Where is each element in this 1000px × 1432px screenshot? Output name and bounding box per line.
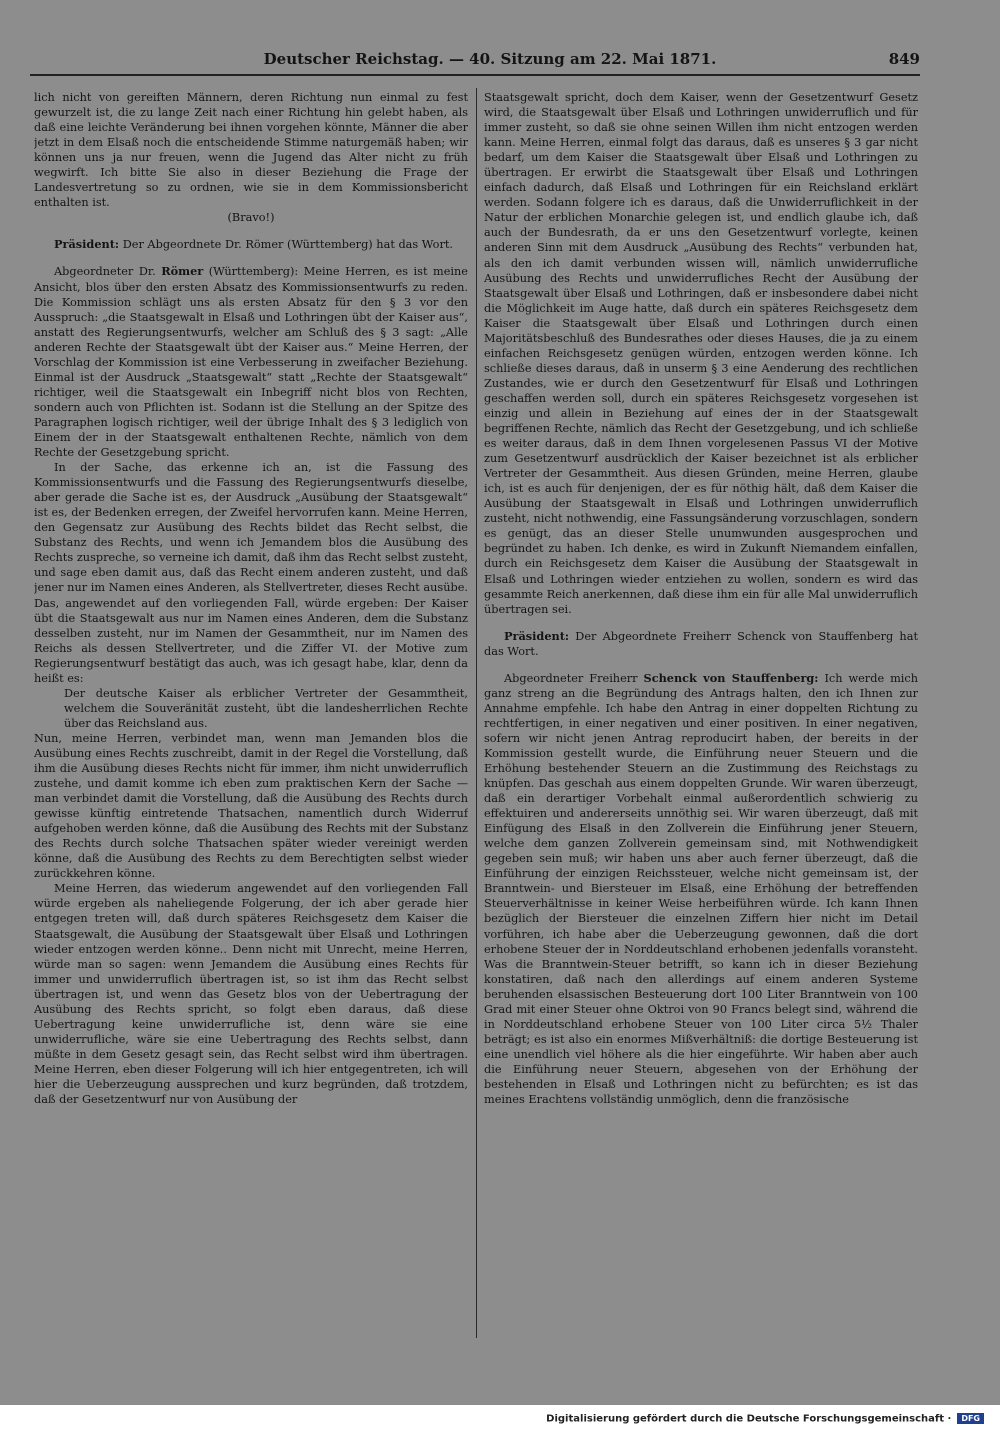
footer-text: Digitalisierung gefördert durch die Deutsche Forschungsgemeinschaft · [546,1413,952,1425]
header-rule [30,74,920,76]
paragraph-text: (Württemberg): Meine Herren, es ist meine Ansicht, blos über den ersten Absatz des Kommissionsentwurfs zu reden. Die Kommission schlägt uns als ersten Absatz für den § 3 vor den Ausspruch: „die Staatsgewalt in Elsaß und Lothringen übt der Kaiser aus“, anstatt des Regierungsentwurfs, welcher am Schluß des § 3 sagt: „Alle anderen Rechte der Staatsgewalt übt der Kaiser aus.“ Meine Herren, der Vorschlag der Kommission ist eine Verbesserung in zweifacher Beziehung. Einmal ist der Ausdruck „Staatsgewalt“ statt „Rechte der Staatsgewalt“ richtiger, weil die Staatsgewalt ein Inbegriff nicht blos von Rechten, sondern auch von Pflichten ist. Sodann ist die Stellung an der Spitze des Paragraphen logisch richtiger, weil der übrige Inhalt des § 3 lediglich von Einem der in der Staatsgewalt enthaltenen Rechte, nämlich von dem Rechte der Gesetzgebung spricht. [34,265,468,460]
paragraph-text: Der Abgeordnete Dr. Römer (Württemberg) hat das Wort. [122,238,453,252]
spacer [34,225,468,237]
spacer [34,252,468,264]
page-header [30,50,920,76]
speaker-paragraph [484,629,918,659]
page-number: 849 [888,50,920,68]
spacer [484,659,918,671]
speaker-paragraph [34,237,468,252]
footer-credit [546,1413,984,1425]
paragraph: In der Sache, das erkenne ich an, ist die Fassung des Kommissionsentwurfs und die Fassung des Regierungsentwurfs dieselbe, aber gerade die Sache ist es, der Ausdruck „Ausübung der Staatsgewalt“ ist es, der Bedenken erregen, der Zweifel hervorrufen kann. Meine Herren, den Gegensatz zur Ausübung des Rechts bildet das Recht selbst, die Substanz des Rechts, und wenn ich Jemandem blos die Ausübung des Rechts zuspreche, so verneine ich damit, daß ihm das Recht selbst zusteht, und sage eben damit aus, daß das Recht einem anderen zusteht, und daß jener nur im Namen eines Anderen, als Stellvertreter, dieses Recht ausübe. Das, angewendet auf den vorliegenden Fall, würde ergeben: Der Kaiser übt die Staatsgewalt aus nur im Namen eines Anderen, dem die Substanz desselben zusteht, nur im Namen der Gesammtheit, nur im Namen des Reichs als dessen Stellvertreter, und die Ziffer VI. der Motive zum Regierungsentwurf bestätigt das auch, was ich gesagt habe, klar, denn da heißt es: [34,461,468,685]
speaker-name: Römer [161,264,204,279]
paragraph: Meine Herren, das wiederum angewendet auf den vorliegenden Fall würde ergeben als naheliegende Folgerung, der ich aber gerade hier entgegen treten will, daß durch späteres Reichsgesetz dem Kaiser die Staatsgewalt, die Ausübung der Staatsgewalt über Elsaß und Lothringen wieder entzogen werden könne.. Denn nicht mit Unrecht, meine Herren, würde man so sagen: wenn Jemandem die Ausübung eines Rechts für immer und unwiderruflich übertragen ist, so ist ihm das Recht selbst übertragen ist, und wenn das Gesetz blos von der Uebertragung der Ausübung des Rechts spricht, so folgt eben daraus, daß diese Uebertragung keine unwiderrufliche ist, denn wäre sie eine unwiderrufliche, wäre sie eine Uebertragung des Rechts selbst, dann müßte in dem Gesetz gesagt sein, das Recht selbst wird ihm übertragen. Meine Herren, eben dieser Folgerung will ich hier entgegentreten, ich will hier die Ueberzeugung aussprechen und kurz begründen, daß trotzdem, daß der Gesetzentwurf nur von Ausübung der [34,882,468,1107]
speech-intro: Abgeordneter Freiherr [504,671,638,685]
applause-note: (Bravo!) [227,211,275,225]
spacer [484,617,918,629]
paragraph-text: Ich werde mich ganz streng an die Begründung des Antrags halten, den ich Ihnen zur Annahme empfehle. Ich habe den Antrag in einer doppelten Richtung zu rechtfertigen, in einer negativen und einer positiven. In einer negativen, sofern wir nicht jenen Antrag reproducirt haben, der bereits in der Kommission gestellt wurde, die Einführung neuer Steuern und die Erhöhung bestehender Steuern an die Zustimmung des Reichstags zu knüpfen. Das geschah aus einem doppelten Grunde. Wir waren überzeugt, daß ein derartiger Vorbehalt einmal außerordentlich schwierig zu effektuiren und andererseits unnöthig sei. Wir waren überzeugt, daß mit Einfügung des Elsaß in den Zollverein die Einführung jener Steuern, welche dem ganzen Zollverein gemeinsam sind, mit Nothwendigkeit gegeben sein muß; wir haben uns aber auch ferner überzeugt, daß die Einführung der einzigen Reichssteuer, welche nicht gemeinsam ist, der Branntwein- und Biersteuer im Elsaß, eine Erhöhung der betreffenden Steuerverhältnisse in keiner Weise herbeiführen würde. Ich kann Ihnen bezüglich der Biersteuer die einzelnen Ziffern hier nicht im Detail vorführen, ich habe aber die Ueberzeugung gewonnen, daß die dort erhobene Steuer der in Norddeutschland erhobenen jedenfalls voransteht. Was die Branntwein-Steuer betrifft, so kann ich in dieser Beziehung konstatiren, daß nach den allerdings auf einem anderen Systeme beruhenden elsassischen Besteuerung dort 100 Liter Branntwein von 100 Grad mit einer Steuer ohne Oktroi von 90 Francs belegt sind, während die in Norddeutschland erhobene Steuer von 100 Liter circa 5½ Thaler beträgt; es ist also ein enormes Mißverhältniß: die dortige Besteuerung ist eine unendlich viel höhere als die hier eingeführte. Wir haben aber auch die Einführung neuer Steuern, abgesehen von der Erhöhung der bestehenden in Elsaß und Lothringen nicht zu befürchten; es ist das meines Erachtens vollständig unmöglich, denn die französische [484,671,918,1107]
speech-paragraph [34,264,468,460]
dfg-logo: DFG [957,1413,984,1424]
right-column [484,90,918,1340]
speech-paragraph [484,671,918,1107]
left-column [34,90,468,1340]
speaker-name: Schenck von Stauffenberg: [643,670,819,685]
speaker-name: Präsident: [54,237,120,252]
paragraph-text: Der Abgeordnete Freiherr Schenck von Stauffenberg hat das Wort. [484,629,918,658]
block-quote: Der deutsche Kaiser als erblicher Vertreter der Gesammtheit, welchem die Souveränität zusteht, übt die landesherrlichen Rechte über das Reichsland aus. [64,686,468,730]
column-divider [476,88,477,1338]
paragraph: Staatsgewalt spricht, doch dem Kaiser, wenn der Gesetzentwurf Gesetz wird, die Staatsgewalt über Elsaß und Lothringen unwiderruflich und für immer zusteht, so daß sie ohne seinen Willen ihm nicht entzogen werden kann. Meine Herren, einmal folgt das daraus, daß es unseres § 3 gar nicht bedarf, um dem Kaiser die Staatsgewalt über Elsaß und Lothringen zu übertragen. Er erwirbt die Staatsgewalt über Elsaß und Lothringen einfach dadurch, daß Elsaß und Lothringen für ein Reichsland erklärt werden. Sodann folgere ich es daraus, daß die Unwiderruflichkeit in der Natur der erblichen Monarchie gelegen ist, und endlich glaube ich, daß auch der Bundesrath, da er uns den Gesetzentwurf vorlegte, keinen anderen Sinn mit dem Ausdruck „Ausübung des Rechts“ verbunden hat, als den ich damit verbunden wissen will, nämlich unwiderrufliche Ausübung des Rechts und unwiderrufliches Recht der Ausübung der Staatsgewalt über Elsaß und Lothringen, daß er insbesondere dabei nicht die Möglichkeit im Auge hatte, daß durch ein späteres Reichsgesetz dem Kaiser die Staatsgewalt über Elsaß und Lothringen durch einen Majoritätsbeschluß des Bundesrathes oder dieses Hauses, die ja zu einem einfachen Reichsgesetz genügen würden, entzogen werden könne. Ich schließe dieses daraus, daß in unserm § 3 eine Aenderung des rechtlichen Zustandes, wie er durch den Gesetzentwurf für Elsaß und Lothringen geschaffen werden soll, durch ein späteres Reichsgesetz vorgesehen ist einzig und allein in Beziehung auf eines der in der Staatsgewalt begriffenen Rechte, nämlich das Recht der Gesetzgebung, und ich schließe es weiter daraus, daß in dem Ihnen vorgelesenen Passus VI der Motive zum Gesetzentwurf ausdrücklich der Kaiser bezeichnet ist als erblicher Vertreter der Gesammtheit. Aus diesen Gründen, meine Herren, glaube ich, ist es auch für denjenigen, der es für nöthig hält, daß dem Kaiser die Ausübung der Staatsgewalt in Elsaß und Lothringen unwiderruflich zusteht, nicht nothwendig, eine Fassungsänderung vorzuschlagen, sondern es genügt, das an dieser Stelle unumwunden ausgesprochen und begründet zu haben. Ich denke, es wird in Zukunft Niemandem einfallen, durch ein Reichsgesetz dem Kaiser die Ausübung der Staatsgewalt in Elsaß und Lothringen wieder entziehen zu wollen, sondern es wird das gesammte Reich anerkennen, daß diese ihm ein für alle Mal unwiderruflich übertragen sei. [484,91,918,616]
speaker-name: Präsident: [504,628,570,643]
speech-intro: Abgeordneter Dr. [54,265,156,279]
running-title: Deutscher Reichstag. — 40. Sitzung am 22. Mai 1871. [263,50,717,68]
paragraph: Nun, meine Herren, verbindet man, wenn man Jemanden blos die Ausübung eines Rechts zuschreibt, damit in der Regel die Vorstellung, daß ihm die Ausübung dieses Rechts nicht für immer, ihm nicht unwiderruflich zustehe, und damit komme ich eben zum praktischen Kern der Sache — man verbindet damit die Vorstellung, daß die Ausübung des Rechts durch gewisse künftig eintretende Thatsachen, namentlich durch Widerruf aufgehoben werden könne, daß die Ausübung des Rechts mit der Substanz des Rechts durch solche Thatsachen später wieder vereinigt werden könne, daß die Ausübung des Rechts zu dem Berechtigten selbst wieder zurückkehren könne. [34,731,468,881]
paragraph: lich nicht von gereiften Männern, deren Richtung nun einmal zu fest gewurzelt ist, die zu lange Zeit nach einer Richtung hin gelebt haben, als daß eine leichte Veränderung bei ihnen vorgehen könnte, Männer die aber jetzt in dem Elsaß noch die entscheidende Stimme naturgemäß haben; wir können uns ja nur freuen, wenn die Jugend das Alter nicht zu früh wegwirft. Ich bitte Sie also in dieser Beziehung die Frage der Landesvertretung so zu ordnen, wie sie in dem Kommissionsbericht enthalten ist. [34,91,468,210]
